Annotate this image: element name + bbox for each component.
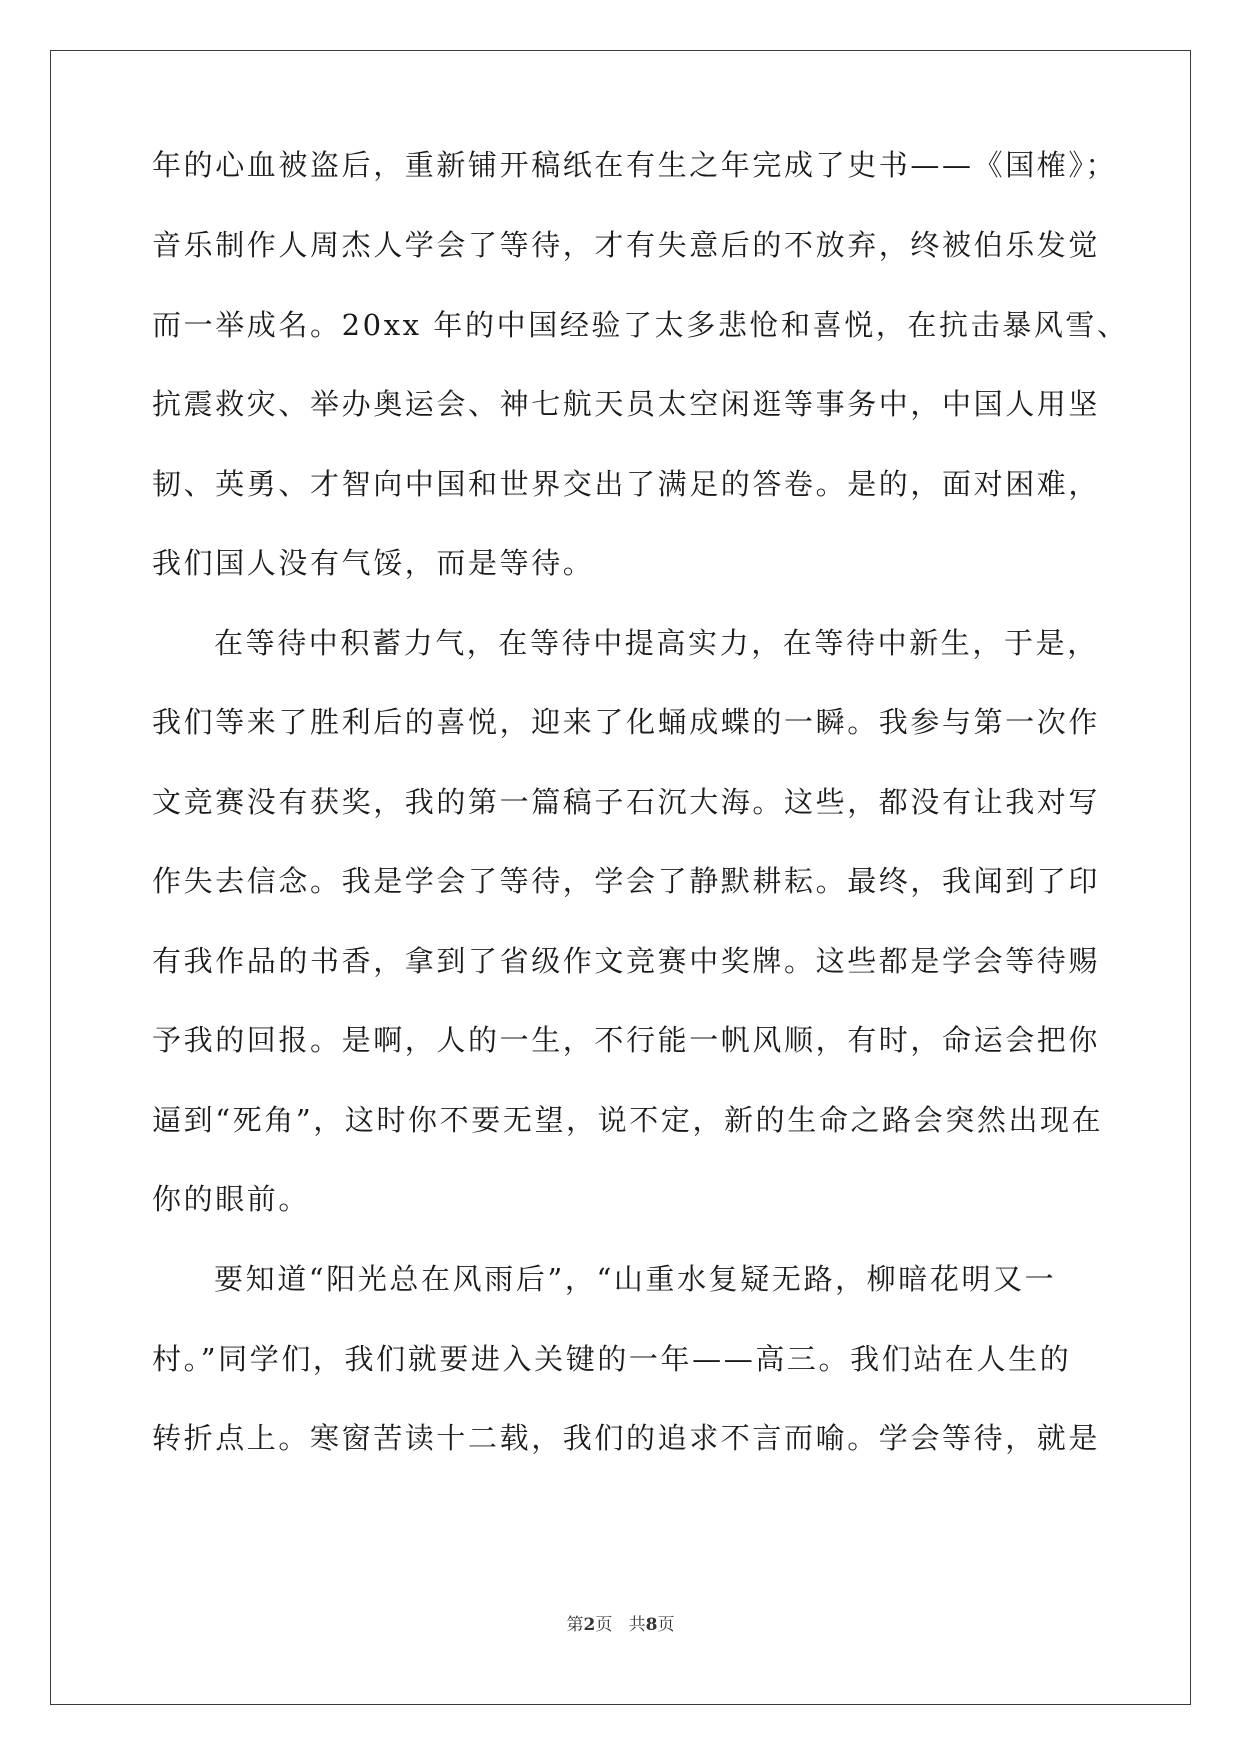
page-footer (0, 1613, 1241, 1637)
page-number: 2 (583, 1615, 596, 1635)
text-line: 逼到“死角”，这时你不要无望，说不定，新的生命之路会突然出现在 (152, 1103, 1104, 1137)
text-line: 予我的回报。是啊，人的一生，不行能一帆风顺，有时，命运会把你 (152, 1023, 1101, 1057)
text-line: 村。”同学们，我们就要进入关键的一年——高三。我们站在人生的 (152, 1342, 1072, 1376)
text-line: 抗震救灾、举办奥运会、神七航天员太空闲逛等事务中，中国人用坚 (152, 387, 1101, 421)
text-line: 音乐制作人周杰人学会了等待，才有失意后的不放弃，终被伯乐发觉 (152, 228, 1101, 262)
text-line: 我们等来了胜利后的喜悦，迎来了化蛹成蝶的一瞬。我参与第一次作 (152, 705, 1101, 739)
text-line: 年的心血被盗后，重新铺开稿纸在有生之年完成了史书——《国榷》； (152, 148, 1118, 182)
page-label-suffix: 页 (595, 1615, 613, 1635)
text-line: 作失去信念。我是学会了等待，学会了静默耕耘。最终，我闻到了印 (152, 864, 1101, 898)
total-label-suffix: 页 (657, 1615, 675, 1635)
text-line: 你的眼前。 (152, 1182, 311, 1216)
text-line: 我们国人没有气馁，而是等待。 (152, 546, 595, 580)
total-label-prefix: 共 (628, 1615, 646, 1635)
total-pages: 8 (645, 1615, 658, 1635)
page-label-prefix: 第 (566, 1615, 584, 1635)
paragraph-first-line: 在等待中积蓄力气，在等待中提高实力，在等待中新生，于是， (214, 626, 1099, 660)
paragraph-first-line: 要知道“阳光总在风雨后”，“山重水复疑无路，柳暗花明又一 (214, 1262, 1057, 1296)
text-line: 有我作品的书香，拿到了省级作文竞赛中奖牌。这些都是学会等待赐 (152, 944, 1101, 978)
text-line: 而一举成名。20xx 年的中国经验了太多悲怆和喜悦，在抗击暴风雪、 (152, 308, 1129, 342)
text-line: 文竞赛没有获奖，我的第一篇稿子石沉大海。这些，都没有让我对写 (152, 785, 1101, 819)
text-line: 转折点上。寒窗苦读十二载，我们的追求不言而喻。学会等待，就是 (152, 1421, 1101, 1455)
text-line: 韧、英勇、才智向中国和世界交出了满足的答卷。是的，面对困难， (152, 467, 1101, 501)
